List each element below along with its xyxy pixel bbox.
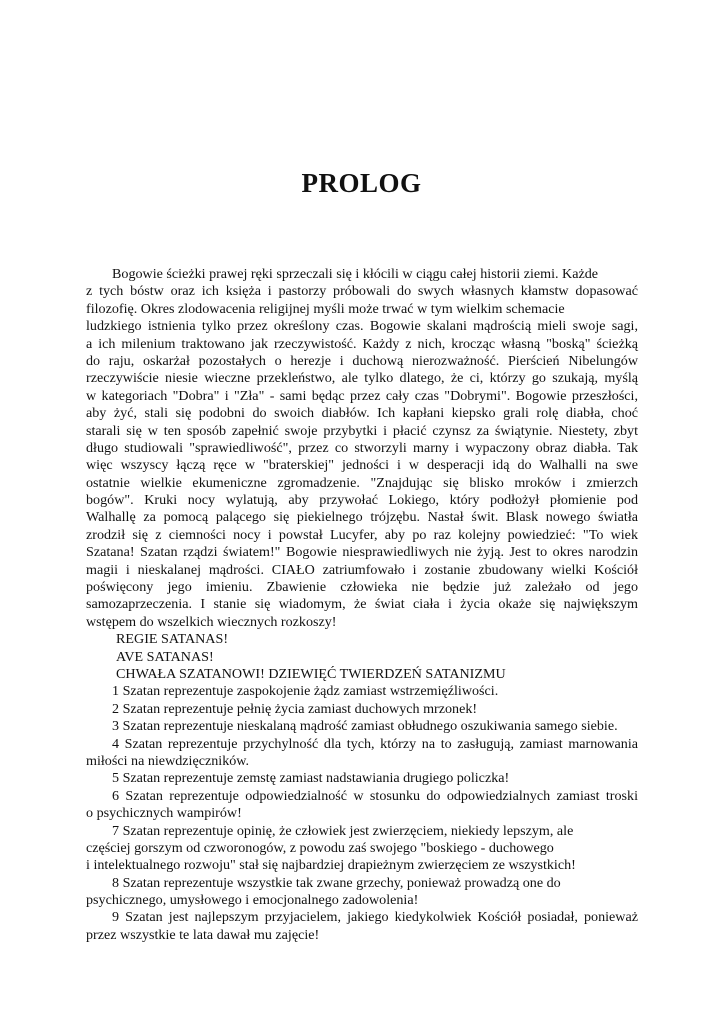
statement-line: 7 Szatan reprezentuje opinię, że człowiek jest zwierzęciem, niekiedy lepszym, ale [112, 822, 574, 839]
text-line: samozaprzeczenia. I stanie się wiadomym, że świat ciała i życia okaże się największym [86, 596, 638, 613]
page-title: PROLOG [301, 168, 422, 198]
text-line: bogów". Kruki nocy wylatują, aby przywołać Lokiego, który podłożył płomienie pod [86, 492, 638, 509]
text-line: aby żyć, stali się podobni do swoich diabłów. Ich kapłani kiepsko grali rolę diabła, choć [86, 405, 638, 422]
statement-line: 3 Szatan reprezentuje nieskalaną mądrość zamiast obłudnego oszukiwania samego siebie. [112, 718, 618, 735]
text-line: rzeczywiście niesie wieczne przekleństwo, ale tylko dlatego, że ci, którzy go szukają, myślą [86, 370, 638, 387]
text-line: więc wszyscy łączą ręce w "braterskiej" jedności i w desperacji idą do Walhalli na swe [86, 457, 638, 474]
text-line: do raju, oskarżał pozostałych o herezje i duchową nierozważność. Pierścień Nibelungów [86, 352, 638, 369]
text-line: Szatana! Szatan rządzi światem!" Bogowie niesprawiedliwych nie żyją. Jest to okres narodzin [86, 544, 638, 561]
statement-line: i intelektualnego rozwoju" stał się najbardziej drapieżnym zwierzęciem ze wszystkich! [86, 857, 576, 874]
text-line: starali się w ten sposób zapełnić swoje przybytki i płacić czynsz za świątynie. Niestety, zbyt [86, 422, 638, 439]
text-line: poświęcony jego imieniu. Zbawienie człowieka nie będzie już zależało od jego [86, 579, 638, 596]
acclamation-line: REGIE SATANAS! [116, 631, 229, 648]
text-line: ludzkiego istnienia tylko przez określony czas. Bogowie skalani mądrością mieli swoje sagi, [86, 318, 638, 335]
text-line: ostatnie wielkie ekumeniczne zgromadzenie. "Znajdując się blisko mroków i zmierzch [86, 474, 638, 491]
statement-line: 9 Szatan jest najlepszym przyjacielem, jakiego kiedykolwiek Kościół posiadał, ponieważ [112, 909, 638, 926]
text-line: długo studiowali "sprawiedliwość", przez co stworzyli marny i wypaczony obraz diabła. Tak [86, 439, 638, 456]
text-line: magii i nieskalanej mądrości. CIAŁO zatriumfowało i zostanie zbudowany wielki Kościół [86, 561, 638, 578]
statement-line: o psychicznych wampirów! [86, 805, 242, 822]
statement-line: miłości na niewdzięczników. [86, 752, 250, 769]
document-body [86, 266, 638, 944]
text-line: w kategoriach "Dobra" i "Zła" - sami będąc przez cały czas "Dobrymi". Bogowie przeszłości, [86, 387, 638, 404]
text-line: a ich milenium traktowano jak rzeczywistość. Każdy z nich, krocząc własną "boską" ścieżką [86, 335, 638, 352]
statement-line: 5 Szatan reprezentuje zemstę zamiast nadstawiania drugiego policzka! [112, 770, 510, 787]
text-line: zrodził się z ciemności nocy i powstał Lucyfer, aby po raz kolejny powiedzieć: "To wiek [86, 526, 638, 543]
statement-line: psychicznego, umysłowego i emocjonalnego zadowolenia! [86, 892, 419, 909]
statement-line: przez wszystkie te lata dawał mu zajęcie! [86, 926, 320, 943]
text-line: Walhallę za pomocą palącego się piekielnego trójzębu. Nastał świt. Blask nowego światła [86, 509, 638, 526]
statement-line: 2 Szatan reprezentuje pełnię życia zamiast duchowych mrzonek! [112, 700, 478, 717]
section-heading: CHWAŁA SZATANOWI! DZIEWIĘĆ TWIERDZEŃ SATANIZMU [116, 665, 506, 682]
statement-line: 6 Szatan reprezentuje odpowiedzialność w stosunku do odpowiedzialnych zamiast troski [112, 787, 638, 804]
acclamation-line: AVE SATANAS! [116, 648, 214, 665]
statement-line: 1 Szatan reprezentuje zaspokojenie żądz zamiast wstrzemięźliwości. [112, 683, 499, 700]
statement-line: częściej gorszym od czworonogów, z powodu zaś swojego "boskiego - duchowego [86, 839, 554, 856]
text-line: wstępem do wszelkich wiecznych rozkoszy! [86, 613, 337, 630]
statement-line: 4 Szatan reprezentuje przychylność dla tych, którzy na to zasługują, zamiast marnowania [112, 735, 638, 752]
text-line: z tych bóstw oraz ich księża i pastorzy próbowali do swych własnych kłamstw dopasować [86, 283, 638, 300]
text-line: filozofię. Okres zlodowacenia religijnej myśli może trwać w tym wielkim schemacie [86, 300, 565, 317]
statement-line: 8 Szatan reprezentuje wszystkie tak zwane grzechy, ponieważ prowadzą one do [112, 874, 561, 891]
text-line: Bogowie ścieżki prawej ręki sprzeczali się i kłócili w ciągu całej historii ziemi. Każde [112, 266, 599, 282]
